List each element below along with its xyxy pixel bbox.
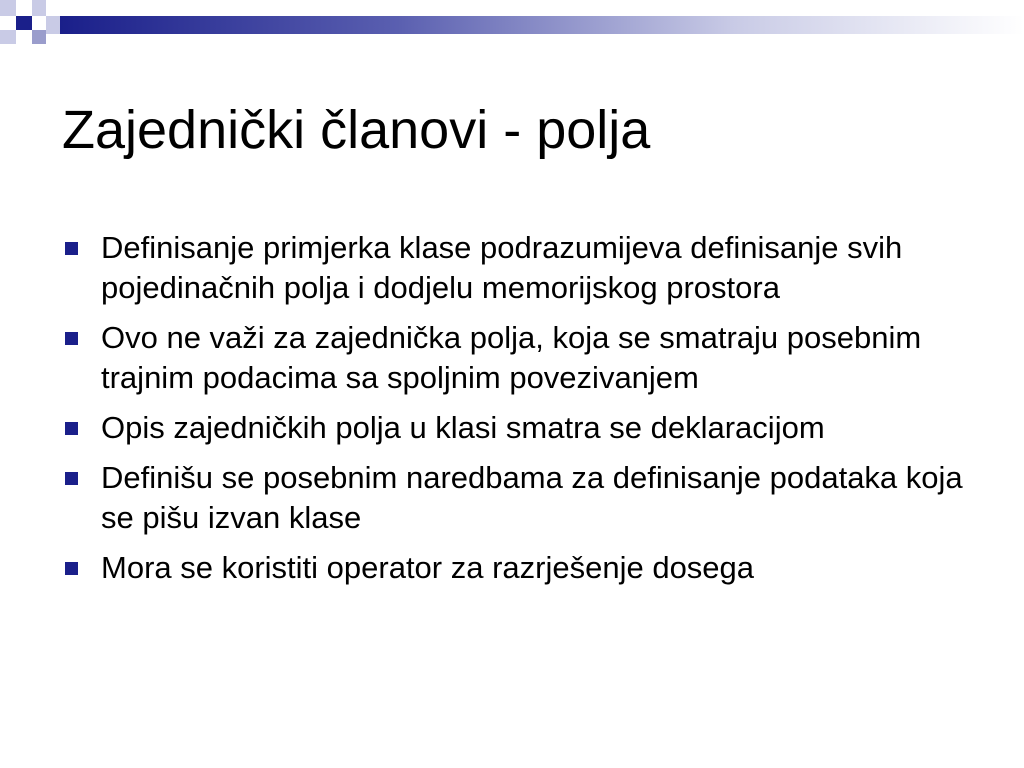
bullet-text: Definisanje primjerka klase podrazumijeva definisanje svih pojedinačnih polja i dodjelu memorijskog prostora — [101, 230, 903, 305]
square-bullet-icon — [65, 562, 78, 575]
header-decoration — [0, 0, 1024, 64]
list-item — [62, 408, 992, 448]
square-bullet-icon — [65, 472, 78, 485]
bullet-text: Ovo ne važi za zajednička polja, koja se smatraju posebnim trajnim podacima sa spoljnim povezivanjem — [101, 320, 922, 395]
bullet-list — [62, 228, 992, 598]
checkered-squares-icon — [0, 0, 60, 44]
list-item — [62, 228, 992, 308]
square-bullet-icon — [65, 332, 78, 345]
slide-title: Zajednički članovi - polja — [62, 100, 651, 160]
list-item — [62, 318, 992, 398]
list-item — [62, 458, 992, 538]
square-bullet-icon — [65, 422, 78, 435]
header-gradient-band — [60, 16, 1024, 34]
list-item — [62, 548, 992, 588]
bullet-text: Definišu se posebnim naredbama za definisanje podataka koja se pišu izvan klase — [101, 460, 963, 535]
square-bullet-icon — [65, 242, 78, 255]
bullet-text: Opis zajedničkih polja u klasi smatra se deklaracijom — [101, 410, 825, 445]
bullet-text: Mora se koristiti operator za razrješenje dosega — [101, 550, 755, 585]
